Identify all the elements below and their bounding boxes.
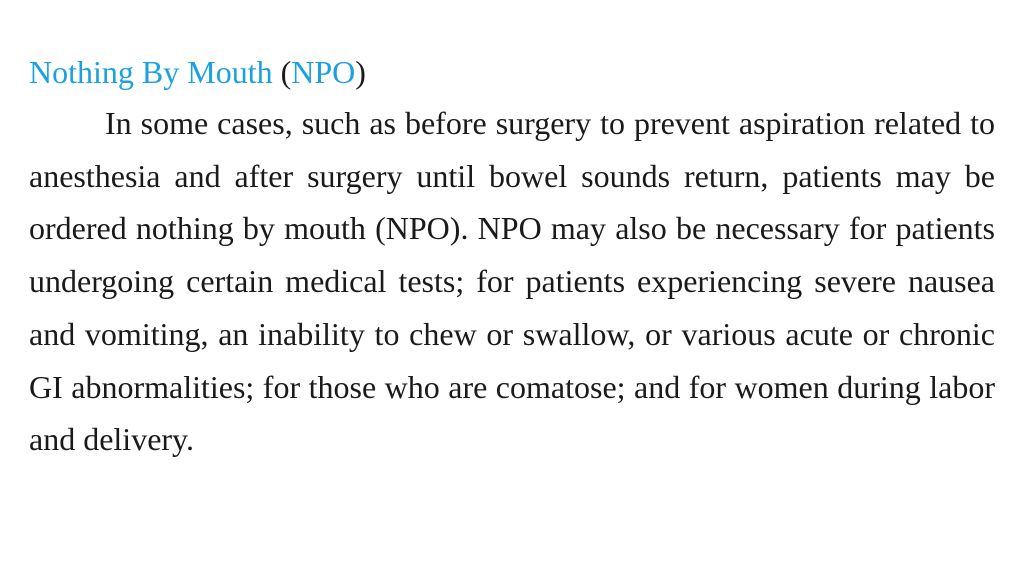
heading-abbreviation: NPO xyxy=(291,54,356,90)
slide-heading xyxy=(29,49,995,95)
body-paragraph: In some cases, such as before surgery to prevent aspiration related to anesthesia and after surgery until bowel sounds return, patients may be ordered nothing by mouth (NPO). NPO may also be necessary for patients undergoing certain medical tests; for patients experiencing severe nausea and vomiting, an inability to chew or swallow, or various acute or chronic GI abnormalities; for those who are comatose; and for women during labor and delivery. xyxy=(29,105,995,458)
heading-close-paren: ) xyxy=(355,54,366,90)
heading-open-paren: ( xyxy=(272,54,292,90)
heading-term: Nothing By Mouth xyxy=(29,54,273,90)
